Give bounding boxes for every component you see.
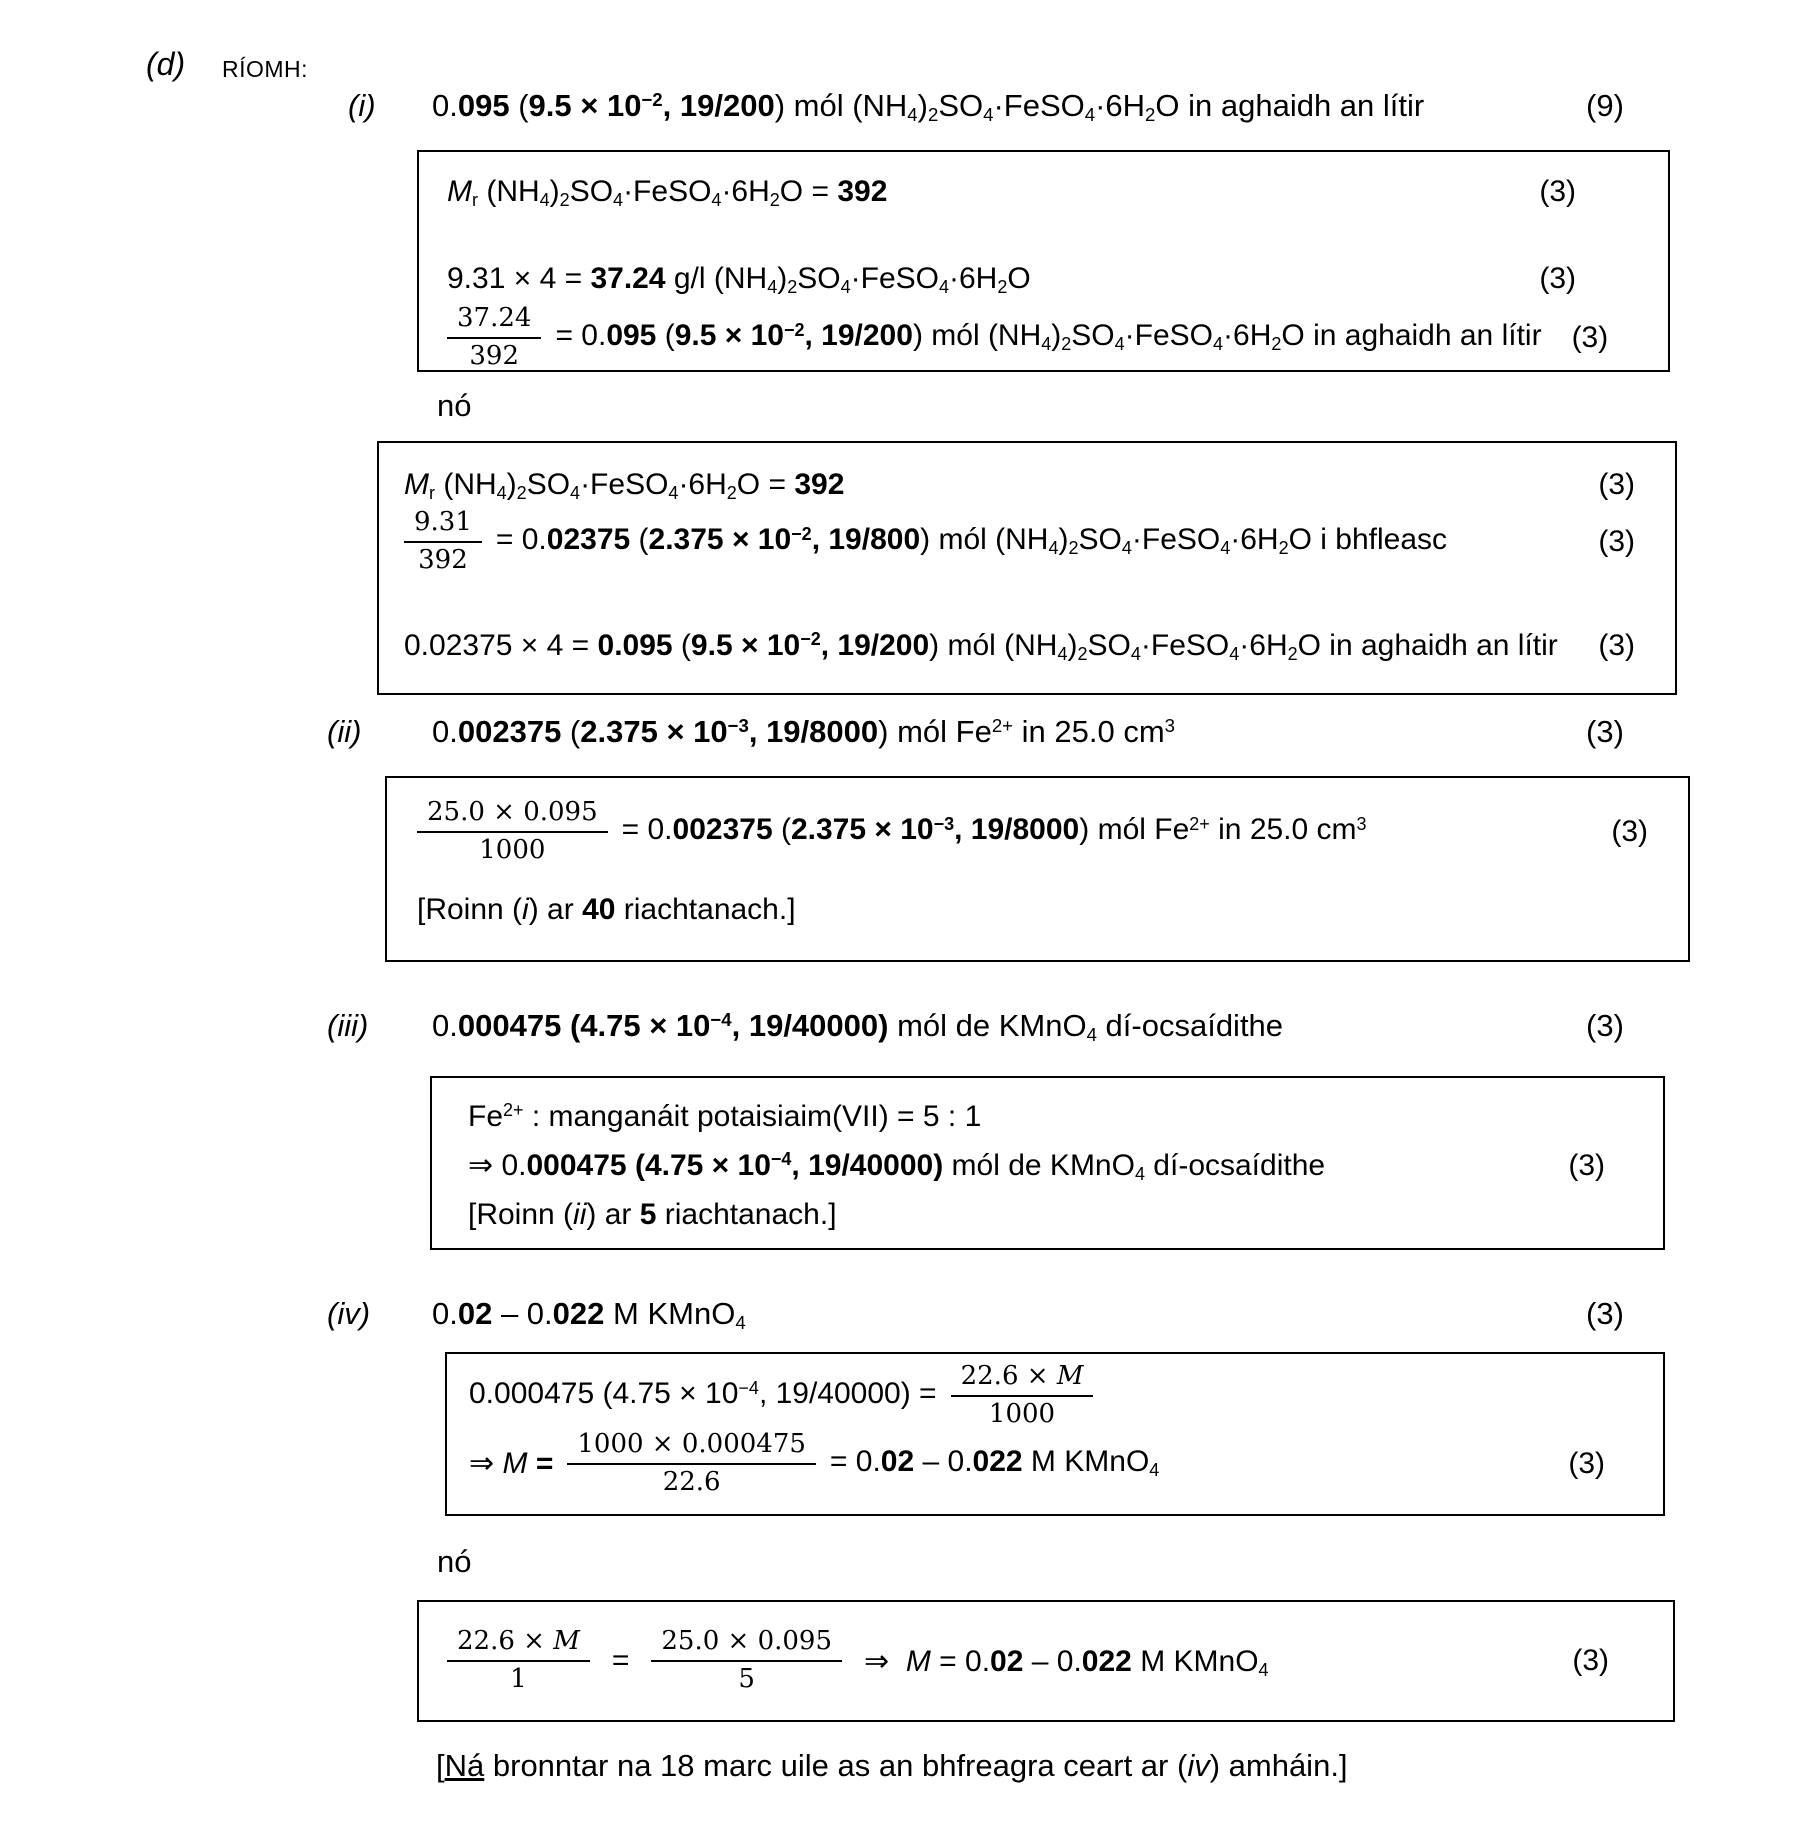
fraction-numerator: 25.0 × 0.095 bbox=[651, 1627, 842, 1662]
item-iii-number: (iii) bbox=[327, 1008, 369, 1043]
item-ii-mark: (3) bbox=[1586, 714, 1624, 749]
box-row bbox=[417, 890, 1648, 930]
equals-sign: = bbox=[611, 1644, 630, 1677]
box-row bbox=[404, 465, 1635, 508]
fraction bbox=[651, 1627, 842, 1695]
box-row bbox=[468, 1094, 1605, 1143]
section-label: (d) bbox=[146, 46, 186, 82]
item-iv-text: 0.02 – 0.022 M KMnO$_4$ bbox=[432, 1296, 746, 1334]
mark-badge: (3) bbox=[1598, 628, 1635, 662]
box-row bbox=[469, 1430, 1605, 1498]
fraction-denominator: 5 bbox=[738, 1664, 755, 1694]
footnote: [Ná bronntar na 18 marc uile as an bhfreagra ceart ar (iv) amháin.] bbox=[436, 1748, 1348, 1783]
fraction-numerator: 37.24 bbox=[447, 304, 541, 339]
work-line bbox=[469, 1362, 1107, 1430]
workbox-i-method-2 bbox=[377, 441, 1677, 695]
item-i-mark: (9) bbox=[1586, 88, 1624, 123]
mark-badge: (3) bbox=[1571, 320, 1609, 354]
item-iv-number: (iv) bbox=[327, 1296, 371, 1331]
work-line: $Fe^{2+}$ : manganáit potaisiaim(VII) = 5 : 1 bbox=[468, 1100, 982, 1133]
or-label-2: nó bbox=[437, 1544, 472, 1579]
or-label-1: nó bbox=[437, 388, 472, 423]
box-row bbox=[447, 303, 1609, 372]
work-line bbox=[447, 1627, 1291, 1695]
box-row bbox=[468, 1143, 1605, 1192]
fraction-denominator: 392 bbox=[418, 544, 468, 575]
item-ii-text: 0.002375 ($2.375 \times 10^{-3}$, 19/8000) mól $Fe^{2+}$ in 25.0 $cm^3$ bbox=[432, 714, 1175, 749]
workbox-iv-method-1 bbox=[445, 1352, 1665, 1516]
box-row bbox=[404, 626, 1635, 669]
fraction bbox=[447, 1627, 590, 1695]
mark-badge: (3) bbox=[1598, 524, 1635, 558]
item-iii-mark: (3) bbox=[1586, 1008, 1624, 1043]
fraction bbox=[951, 1362, 1094, 1430]
work-line-text: ⇒ M = bbox=[469, 1446, 554, 1480]
box-row bbox=[447, 1602, 1609, 1720]
fraction-denominator: 1000 bbox=[479, 834, 546, 865]
item-i-number: (i) bbox=[348, 88, 376, 123]
box-row bbox=[417, 798, 1648, 866]
box-row bbox=[447, 259, 1576, 302]
workbox-iv-method-2 bbox=[417, 1600, 1675, 1722]
section-heading: RÍOMH: bbox=[222, 56, 309, 82]
fraction-numerator: 9.31 bbox=[404, 508, 482, 543]
fraction-numerator: 25.0 × 0.095 bbox=[417, 798, 608, 833]
work-line: $M_r$ $(NH_4)_2SO_4\cdot FeSO_4\cdot 6H_2O = 392$ bbox=[404, 468, 845, 504]
fraction-numerator: 22.6 × M bbox=[447, 1627, 590, 1662]
work-line-text: = 0.02375 ($2.375 \times 10^{-2}$, 19/800) mól $(NH_4)_2SO_4\cdot FeSO_4\cdot 6H_2O$ i bhfleasc bbox=[495, 523, 1448, 559]
fraction bbox=[404, 508, 482, 576]
required-share-note: [Roinn (i) ar 40 riachtanach.] bbox=[417, 892, 796, 926]
fraction bbox=[447, 304, 541, 372]
fraction-denominator: 1000 bbox=[988, 1398, 1056, 1429]
fraction bbox=[417, 798, 608, 866]
work-line-text: 0.000475 ($4.75 \times 10^{-4}$, 19/40000) = bbox=[469, 1377, 937, 1411]
work-line: 0.02375 × 4 = 0.095 ($9.5 \times 10^{-2}$, 19/200) mól $(NH_4)_2SO_4\cdot FeSO_4\cdot 6H_2O$ in aghaidh an lítir bbox=[404, 628, 1558, 664]
item-ii-number: (ii) bbox=[327, 714, 362, 749]
work-line: 9.31 × 4 = 37.24 g/l $(NH_4)_2SO_4\cdot FeSO_4\cdot 6H_2O$ bbox=[447, 262, 1031, 298]
workbox-ii bbox=[385, 776, 1690, 962]
item-iv-mark: (3) bbox=[1586, 1296, 1624, 1331]
work-line-text: = 0.002375 ($2.375 \times 10^{-3}$, 19/8000) mól $Fe^{2+}$ in 25.0 $cm^3$ bbox=[621, 813, 1367, 847]
work-line-text: ⇒ M = 0.02 – 0.022 M KMnO$_4$ bbox=[864, 1644, 1269, 1680]
item-iii-text: 0.000475 ($4.75 \times 10^{-4}$, 19/40000) mól de KMnO$_4$ dí-ocsaídithe bbox=[432, 1008, 1284, 1046]
mark-badge: (3) bbox=[1611, 814, 1648, 848]
workbox-i-method-1 bbox=[417, 150, 1670, 372]
box-row bbox=[469, 1362, 1605, 1430]
fraction-denominator: 1 bbox=[510, 1664, 527, 1694]
fraction-numerator: 1000 × 0.000475 bbox=[567, 1430, 816, 1465]
box-row bbox=[404, 508, 1635, 576]
mark-badge: (3) bbox=[1539, 175, 1576, 208]
box-row bbox=[468, 1192, 1605, 1237]
fraction-numerator: 22.6 × M bbox=[951, 1362, 1094, 1397]
workbox-iii bbox=[430, 1076, 1665, 1250]
mark-badge: (3) bbox=[1568, 1149, 1605, 1182]
work-line: ⇒ 0.000475 ($4.75 \times 10^{-4}$, 19/40000) mól de KMnO$_4$ dí-ocsaídithe bbox=[468, 1149, 1326, 1185]
work-line bbox=[404, 508, 1461, 576]
required-share-note: [Roinn (ii) ar 5 riachtanach.] bbox=[468, 1198, 837, 1231]
fraction-denominator: 392 bbox=[469, 340, 520, 371]
box-row bbox=[447, 172, 1576, 215]
work-line bbox=[417, 798, 1381, 866]
fraction-denominator: 22.6 bbox=[662, 1466, 721, 1497]
work-line bbox=[447, 304, 1556, 372]
work-line: $M_r$ $(NH_4)_2SO_4\cdot FeSO_4\cdot 6H_2O = 392$ bbox=[447, 175, 888, 211]
mark-badge: (3) bbox=[1598, 468, 1635, 501]
mark-badge: (3) bbox=[1539, 262, 1576, 295]
item-i-text: 0.095 ($9.5 \times 10^{-2}$, 19/200) mól $(NH_4)_2SO_4\cdot FeSO_4\cdot 6H_2O$ in aghaidh an lítir bbox=[432, 88, 1425, 126]
work-line bbox=[469, 1430, 1173, 1498]
mark-badge: (3) bbox=[1572, 1644, 1609, 1677]
mark-badge: (3) bbox=[1568, 1446, 1605, 1480]
work-line-text: = 0.02 – 0.022 M KMnO$_4$ bbox=[829, 1445, 1160, 1481]
fraction bbox=[567, 1430, 816, 1498]
work-line-text: = 0.095 ($9.5 \times 10^{-2}$, 19/200) mól $(NH_4)_2SO_4\cdot FeSO_4\cdot 6H_2O$ in aghaidh an lítir bbox=[555, 319, 1542, 355]
